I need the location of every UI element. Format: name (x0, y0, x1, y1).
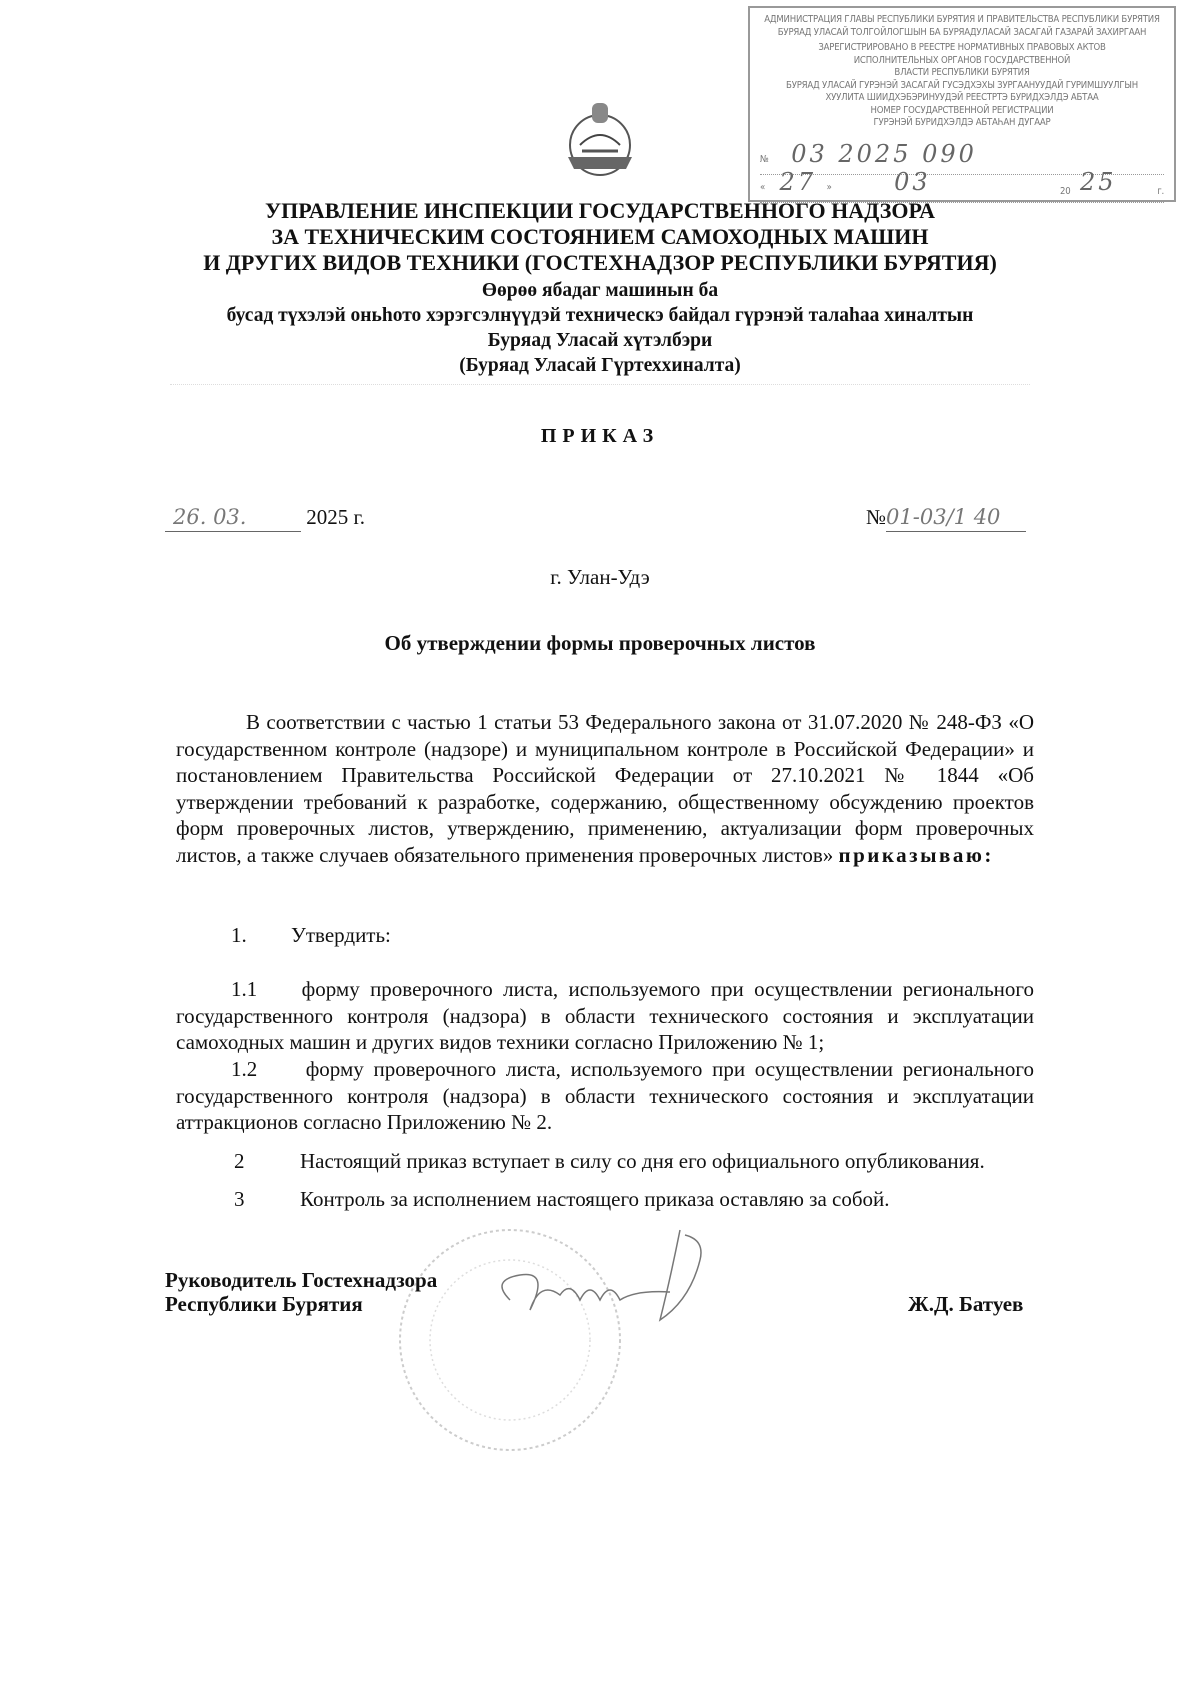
stamp-line: АДМИНИСТРАЦИЯ ГЛАВЫ РЕСПУБЛИКИ БУРЯТИЯ И ПРАВИТЕЛЬСТВА РЕСПУБЛИКИ БУРЯТИЯ (764, 14, 1160, 25)
item-text: форму проверочного листа, используемого при осуществлении регионального государственного контроля (надзора) в области технического состояния и эксплуатации самоходных машин и других видов техники согласно Приложению № 1; (176, 977, 1035, 1054)
document-subject: Об утверждении формы проверочных листов (384, 631, 816, 655)
signatory-name: Ж.Д. Батуев (908, 1292, 1024, 1316)
list-item (176, 976, 1034, 1056)
item-text: Контроль за исполнением настоящего приказа оставляю за собой. (300, 1187, 890, 1211)
item-number: 1.2 (231, 1057, 258, 1081)
document-type: ПРИКАЗ (540, 425, 660, 447)
stamp-line: ГУРЭНЭЙ БУРИДХЭЛДЭ АБТАҺАН ДУГААР (873, 117, 1051, 128)
stamp-line: БУРЯАД УЛАСАЙ ТОЛГОЙЛОГШЫН БА БУРЯАДУЛАСАЙ ЗАСАГАЙ ГАЗАРАЙ ЗАХИРГААН (777, 26, 1147, 38)
header-line: УПРАВЛЕНИЕ ИНСПЕКЦИИ ГОСУДАРСТВЕННОГО НАДЗОРА (264, 198, 936, 223)
header-divider (170, 384, 1030, 385)
position-line: Руководитель Гостехнадзора (165, 1268, 438, 1292)
stamp-registration-number: 03 2025 090 (791, 140, 977, 168)
preamble (176, 709, 1034, 868)
agency-name-buryat (0, 278, 1200, 378)
document-number (866, 504, 1026, 532)
header-line: ЗА ТЕХНИЧЕСКИМ СОСТОЯНИЕМ САМОХОДНЫХ МАШИН (271, 224, 929, 249)
handwritten-number: 01-03/1 40 (886, 504, 1026, 532)
coat-of-arms-emblem (560, 95, 640, 185)
item-number: 3 (234, 1187, 245, 1211)
item-number: 2 (234, 1149, 245, 1173)
stamp-day: 27 (779, 168, 817, 196)
item-text: Настоящий приказ вступает в силу со дня его официального опубликования. (300, 1149, 985, 1173)
stamp-month: 03 (894, 168, 931, 196)
header-line: бусад түхэлэй оньһото хэрэгсэлнүүдэй техническэ байдал гүрэнэй талаһаа хиналтын (226, 305, 974, 326)
stamp-number-label: № (760, 154, 769, 165)
header-line: Буряад Уласай хүтэлбэри (487, 330, 713, 351)
list-item (176, 1148, 1034, 1175)
stamp-line: ХУУЛИТА ШИИДХЭБЭРИНУУДЭЙ РЕЕСТРТЭ БУРИДХЭЛДЭ АБТАА (825, 92, 1099, 103)
date-year: 2025 г. (306, 505, 365, 529)
item-text: форму проверочного листа, используемого при осуществлении регионального государственного контроля (надзора) в области технического состояния и эксплуатации аттракционов согласно Приложению № 2. (176, 1057, 1034, 1134)
handwritten-signature (470, 1220, 730, 1340)
list-item (176, 1056, 1034, 1136)
order-colon: : (984, 842, 992, 867)
stamp-line: НОМЕР ГОСУДАРСТВЕННОЙ РЕГИСТРАЦИИ (870, 104, 1054, 116)
stamp-year: 25 (1080, 168, 1117, 196)
list-item (176, 922, 1034, 949)
stamp-quote: « (760, 182, 766, 193)
header-line: (Буряад Уласай Гүртеххиналта) (459, 355, 741, 376)
stamp-line: БУРЯАД УЛАСАЙ ГУРЭНЭЙ ЗАСАГАЙ ГУСЭДХЭХЫ ЗУРГААНУУДАЙ ГУРИМШУУЛГЫН (786, 79, 1138, 91)
registration-stamp (748, 6, 1176, 202)
header-line: И ДРУГИХ ВИДОВ ТЕХНИКИ (ГОСТЕХНАДЗОР РЕСПУБЛИКИ БУРЯТИЯ) (203, 250, 997, 275)
item-number: 1. (231, 923, 247, 947)
order-word: приказываю (838, 842, 985, 867)
stamp-line: ЗАРЕГИСТРИРОВАНО В РЕЕСТРЕ НОРМАТИВНЫХ ПРАВОВЫХ АКТОВ (818, 42, 1106, 53)
stamp-line: ВЛАСТИ РЕСПУБЛИКИ БУРЯТИЯ (894, 67, 1030, 78)
handwritten-date: 26. 03. (165, 504, 301, 532)
place: г. Улан-Удэ (550, 565, 650, 589)
stamp-year-suffix: г. (1157, 186, 1164, 197)
position-line: Республики Бурятия (165, 1292, 363, 1316)
item-text: Утвердить: (291, 923, 391, 947)
stamp-year-prefix: 20 (1060, 186, 1071, 197)
stamp-line: ИСПОЛНИТЕЛЬНЫХ ОРГАНОВ ГОСУДАРСТВЕННОЙ (853, 54, 1071, 66)
list-item (176, 1186, 1034, 1213)
preamble-text: В соответствии с частью 1 статьи 53 Федерального закона от 31.07.2020 № 248-ФЗ «О государственном контроле (надзоре) и муниципальном контроле в Российской Федерации» и постановлением Правительства Российской Федерации от 27.10.2021 № 1844 «Об утверждении требований к разработке, содержанию, общественному обсуждению проектов форм проверочных листов, утверждению, применению, актуализации форм проверочных листов, а также случаев обязательного применения проверочных листов» (176, 710, 1034, 867)
number-label: № (866, 505, 887, 529)
stamp-quote: » (826, 182, 832, 193)
agency-name-russian (0, 198, 1200, 276)
item-number: 1.1 (231, 977, 258, 1001)
document-date (165, 504, 365, 532)
header-line: Өөрөө ябадаг машинын ба (481, 280, 719, 301)
signatory-position (165, 1268, 437, 1316)
